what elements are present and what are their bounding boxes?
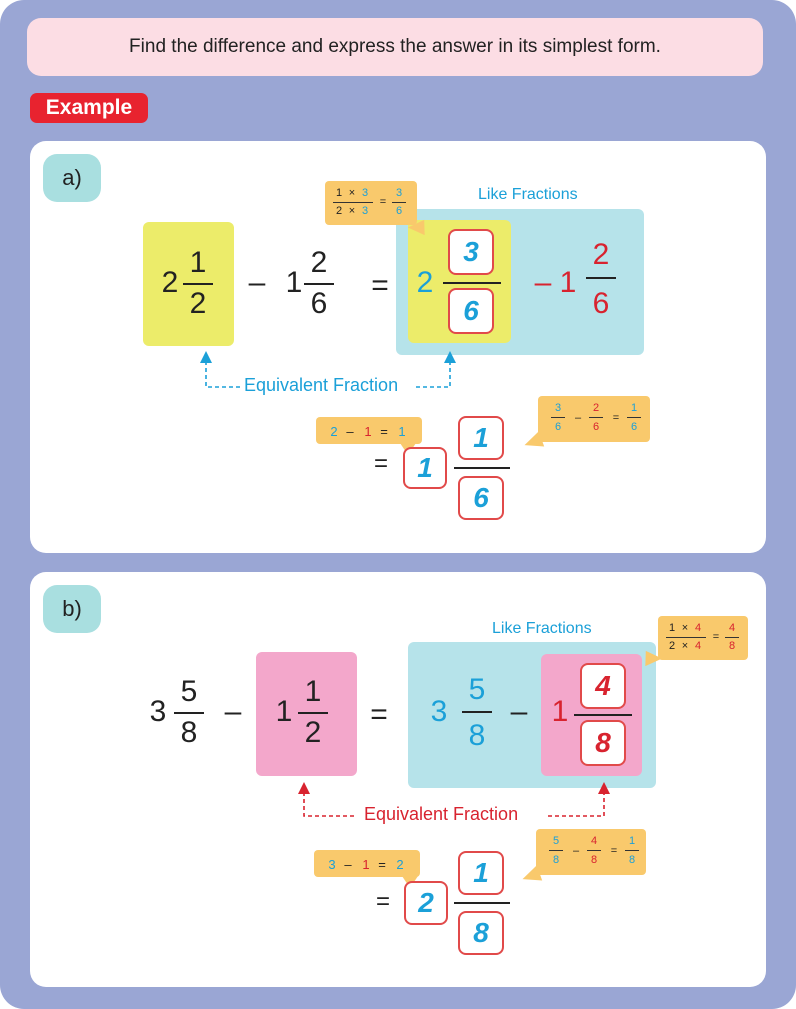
b-frac-bar-3: [625, 850, 639, 851]
b-second-whole: 1: [275, 695, 293, 728]
converted-second-denominator: 6: [592, 287, 610, 320]
callout-eq: =: [379, 196, 387, 208]
b-minus-sign: –: [224, 695, 242, 728]
equals-sign: =: [371, 269, 389, 302]
answer-fraction-bar: [454, 467, 510, 469]
part-a-label-text: a): [62, 165, 82, 190]
b-answer-whole-box: [404, 881, 448, 925]
b-answer-fraction-bar: [454, 902, 510, 904]
whole-op: –: [346, 424, 354, 439]
b-answer-numerator-box: [458, 851, 504, 895]
b-frac-rn: 1: [628, 835, 636, 847]
callout-d1: 2: [335, 205, 343, 217]
callout-times-2: ×: [348, 205, 356, 217]
answer-denominator: 6: [473, 482, 489, 513]
b-like-fractions-label: Like Fractions: [492, 620, 592, 637]
converted-whole: 2: [416, 266, 434, 299]
part-b-label-text: b): [62, 596, 82, 621]
frac-bar-1: [551, 417, 565, 418]
b-answer-denominator-box: [458, 911, 504, 955]
b-frac-eq: =: [610, 845, 618, 857]
b-callout-d2: 4: [694, 640, 702, 652]
b-converted-denominator: 8: [595, 727, 611, 758]
first-numerator: 1: [189, 246, 207, 279]
answer-whole: 1: [417, 452, 433, 483]
b-first-whole: 3: [149, 695, 167, 728]
b-callout-rn: 4: [728, 622, 736, 634]
b-callout-times-1: ×: [681, 622, 689, 634]
b-callout-eq: =: [712, 631, 720, 643]
b-frac-n2: 4: [590, 835, 598, 847]
instruction-text: Find the difference and express the answer in its simplest form.: [129, 36, 661, 57]
first-denominator: 2: [189, 287, 207, 320]
like-fractions-label: Like Fractions: [478, 186, 578, 203]
b-callout-times-2: ×: [681, 640, 689, 652]
frac-bar-3: [627, 417, 641, 418]
whole-eq: =: [380, 424, 388, 439]
converted-second-numerator: 2: [592, 238, 610, 271]
answer-numerator: 1: [473, 422, 489, 453]
frac-n1: 3: [554, 402, 562, 414]
example-a-panel: [30, 141, 766, 553]
example-label: Example: [45, 96, 133, 119]
callout-rn: 3: [395, 187, 403, 199]
whole-a: 2: [330, 424, 338, 439]
b-callout-n1: 1: [668, 622, 676, 634]
b-first-numerator: 5: [180, 675, 198, 708]
b-frac-bar-2: [587, 850, 601, 851]
b-frac-bar-1: [549, 850, 563, 851]
b-answer-whole: 2: [418, 887, 434, 918]
b-frac-d2: 8: [590, 854, 598, 866]
converted-numerator: 3: [463, 236, 479, 267]
callout-times-1: ×: [348, 187, 356, 199]
b-whole-eq: =: [378, 857, 386, 872]
second-numerator: 2: [310, 246, 328, 279]
converted-denominator: 6: [463, 295, 479, 326]
b-callout-rd: 8: [728, 640, 736, 652]
b-answer-numerator: 1: [473, 857, 489, 888]
answer-denominator-box: [458, 476, 504, 520]
b-fraction-difference-callout: [536, 829, 646, 875]
b-equivalent-fraction-arrows: [30, 572, 766, 987]
b-answer-equals: =: [375, 888, 390, 915]
whole-difference-callout: [316, 417, 422, 444]
b-whole-a: 3: [328, 857, 336, 872]
b-whole-b: 1: [362, 857, 370, 872]
frac-bar-2: [589, 417, 603, 418]
b-converted-first-numerator: 5: [468, 673, 486, 706]
b-equals-sign: =: [370, 698, 388, 731]
b-converted-first-whole: 3: [430, 695, 448, 728]
b-frac-op: –: [572, 845, 580, 857]
minus-sign: –: [248, 266, 266, 299]
answer-numerator-box: [458, 416, 504, 460]
b-minus-sign-converted: –: [510, 695, 528, 728]
callout-n1: 1: [335, 187, 343, 199]
callout-d2: 3: [361, 205, 369, 217]
fraction-difference-callout: [538, 396, 650, 442]
b-equivalent-fraction-label: Equivalent Fraction: [360, 804, 522, 825]
frac-d1: 6: [554, 421, 562, 433]
second-denominator: 6: [310, 287, 328, 320]
frac-d2: 6: [592, 421, 600, 433]
b-callout-d1: 2: [668, 640, 676, 652]
b-whole-difference-callout: [314, 850, 420, 877]
answer-equals: =: [373, 450, 388, 477]
b-whole-result: 2: [396, 857, 404, 872]
frac-op: –: [574, 412, 582, 424]
callout-rd: 6: [395, 205, 403, 217]
frac-rd: 6: [630, 421, 638, 433]
b-whole-op: –: [344, 857, 352, 872]
frac-n2: 2: [592, 402, 600, 414]
converted-second-whole: 1: [559, 266, 577, 299]
b-frac-d1: 8: [552, 854, 560, 866]
b-first-denominator: 8: [180, 716, 198, 749]
minus-sign-converted: –: [534, 266, 552, 299]
answer-whole-box: [403, 447, 447, 489]
frac-eq: =: [612, 412, 620, 424]
whole-b: 1: [364, 424, 372, 439]
second-whole: 1: [285, 266, 303, 299]
b-converted-whole: 1: [551, 695, 569, 728]
b-converted-first-denominator: 8: [468, 719, 486, 752]
example-badge: [30, 93, 148, 123]
b-second-numerator: 1: [304, 675, 322, 708]
instruction-banner: [27, 18, 763, 76]
frac-rn: 1: [630, 402, 638, 414]
equivalent-fraction-label: Equivalent Fraction: [240, 375, 402, 396]
b-frac-n1: 5: [552, 835, 560, 847]
b-answer-denominator: 8: [473, 917, 489, 948]
b-callout-n2: 4: [694, 622, 702, 634]
example-b-panel: [30, 572, 766, 987]
equivalent-fraction-arrows: [30, 141, 766, 553]
b-frac-rd: 8: [628, 854, 636, 866]
callout-n2: 3: [361, 187, 369, 199]
b-converted-numerator: 4: [595, 670, 611, 701]
b-second-denominator: 2: [304, 716, 322, 749]
first-whole: 2: [161, 266, 179, 299]
whole-result: 1: [398, 424, 406, 439]
